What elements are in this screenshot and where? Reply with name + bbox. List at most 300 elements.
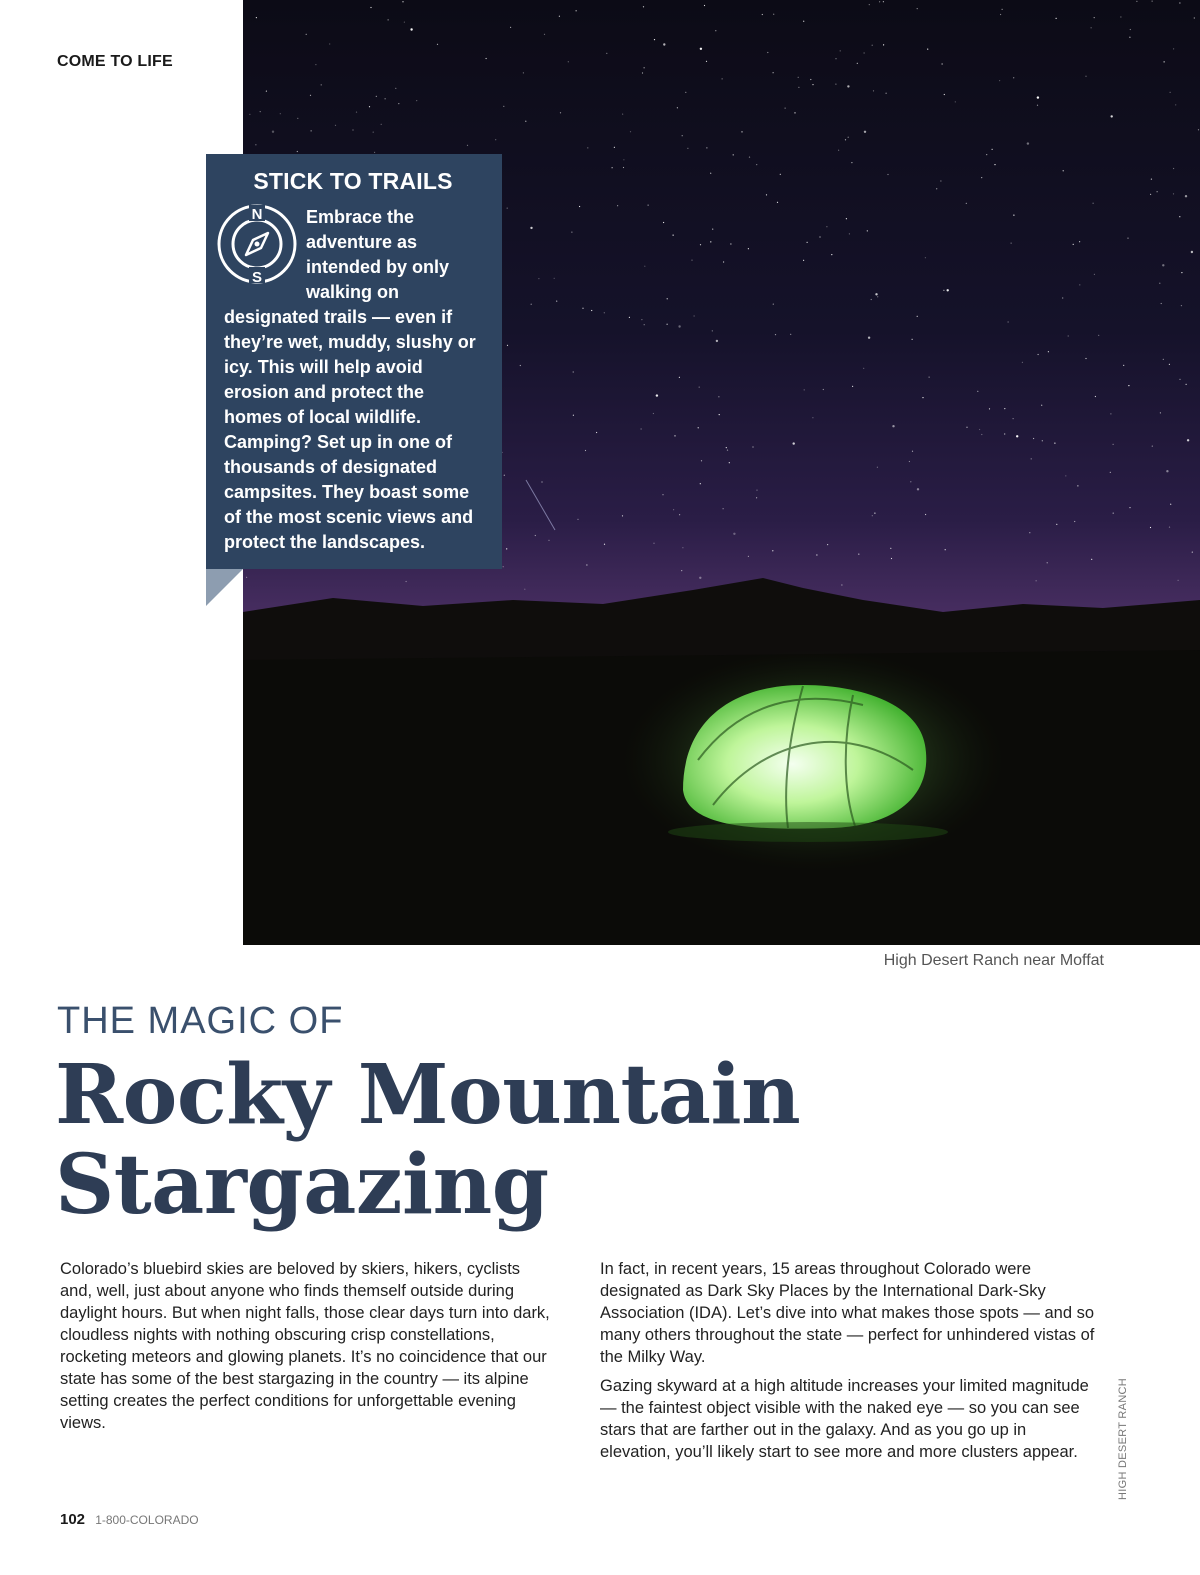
star: [272, 131, 274, 133]
section-label: COME TO LIFE: [57, 53, 173, 70]
star: [955, 101, 956, 102]
tip-box-fold: [206, 569, 243, 606]
star: [729, 462, 730, 463]
star: [604, 312, 605, 313]
star: [1091, 559, 1092, 560]
star: [841, 584, 842, 585]
star: [541, 481, 542, 482]
star: [329, 43, 330, 44]
star: [868, 337, 870, 339]
star: [922, 397, 923, 398]
star: [531, 304, 532, 305]
star: [1150, 194, 1151, 195]
star: [877, 296, 878, 297]
star: [766, 194, 767, 195]
star: [723, 508, 724, 509]
star: [1077, 485, 1078, 486]
star: [1129, 37, 1130, 38]
star: [756, 490, 757, 491]
star: [385, 98, 386, 99]
star: [1074, 521, 1075, 522]
star: [1056, 524, 1057, 525]
star: [1013, 418, 1014, 419]
star: [310, 95, 311, 96]
star: [871, 299, 872, 300]
star: [1136, 1, 1137, 2]
compass-icon: [216, 203, 298, 285]
star: [662, 494, 663, 495]
star: [909, 461, 910, 462]
star: [503, 566, 504, 567]
star: [402, 1, 403, 2]
star: [807, 242, 808, 243]
star: [530, 227, 532, 229]
star: [467, 145, 468, 146]
article-kicker: THE MAGIC OF: [57, 1000, 344, 1042]
tip-box-title: STICK TO TRAILS: [253, 168, 453, 194]
star: [773, 72, 774, 73]
photo-credit: HIGH DESERT RANCH: [1117, 1377, 1129, 1500]
star: [1129, 507, 1130, 508]
article-paragraph: In fact, in recent years, 15 areas throughout Colorado were designated as Dark Sky Places by the International Dark-Sky Association (IDA). Let’s dive into what makes those spots — and so many others throughout the state — perfect for unhindered vistas of the Milky Way.: [600, 1260, 1095, 1366]
star: [727, 450, 728, 451]
star: [297, 151, 298, 152]
star: [925, 257, 926, 258]
star: [410, 28, 412, 30]
star: [756, 497, 757, 498]
star: [887, 174, 888, 175]
star: [374, 152, 375, 153]
star: [816, 554, 817, 555]
star: [936, 188, 937, 189]
star: [1173, 193, 1174, 194]
star: [503, 106, 504, 107]
star: [673, 235, 674, 236]
star: [556, 301, 557, 302]
star: [733, 533, 735, 535]
star: [1128, 385, 1129, 386]
star: [706, 147, 707, 148]
star: [1094, 17, 1095, 18]
star: [1163, 359, 1164, 360]
star: [376, 96, 377, 97]
star: [1056, 18, 1057, 19]
star: [369, 106, 370, 107]
star: [699, 387, 700, 388]
star: [1170, 504, 1171, 505]
star: [559, 16, 560, 17]
star: [723, 261, 724, 262]
star: [560, 112, 561, 113]
star: [506, 548, 507, 549]
star: [925, 514, 926, 515]
star: [486, 58, 487, 59]
star: [1179, 379, 1180, 380]
star: [1130, 29, 1131, 30]
article-paragraph: Gazing skyward at a high altitude increases your limited magnitude — the faintest object visible with the naked eye — so you can see stars that are farther out in the galaxy. And as you go up in elevation, you’ll likely start to see more and more clusters appear.: [600, 1377, 1089, 1461]
star: [641, 319, 642, 320]
star: [1085, 76, 1086, 77]
star: [715, 30, 716, 31]
star: [406, 581, 407, 582]
star: [773, 14, 774, 15]
star: [648, 205, 649, 206]
star: [710, 241, 711, 242]
star: [1123, 365, 1124, 366]
star: [246, 577, 247, 578]
star: [266, 91, 267, 92]
star: [1186, 384, 1187, 385]
star: [749, 157, 750, 158]
star: [886, 93, 887, 94]
star: [1085, 358, 1086, 359]
star: [1162, 264, 1164, 266]
star: [663, 43, 665, 45]
star: [1068, 335, 1069, 336]
star: [803, 21, 804, 22]
star: [1110, 413, 1111, 414]
star: [1008, 321, 1009, 322]
star: [656, 394, 658, 396]
star: [1181, 305, 1182, 306]
star: [826, 226, 827, 227]
star: [606, 53, 607, 54]
star: [388, 19, 389, 20]
star: [1160, 412, 1161, 413]
star: [775, 334, 776, 335]
star: [767, 52, 768, 53]
star: [591, 310, 592, 311]
star: [858, 554, 859, 555]
star: [1127, 238, 1128, 239]
star: [712, 330, 713, 331]
star: [681, 570, 682, 571]
star: [1166, 470, 1168, 472]
tip-box-body: Embrace the adventure as intended by only walking on designated trails — even if they’re wet, muddy, slushy or icy. This will help avoid erosion and protect the homes of local wildlife. Camping? Set up in one of thousands of designated campsites. They boast some of the most scenic views and protect the landscapes.: [224, 207, 476, 552]
star: [1187, 439, 1189, 441]
star: [667, 298, 668, 299]
star: [524, 589, 525, 590]
star: [520, 365, 521, 366]
star: [579, 206, 580, 207]
star: [772, 550, 773, 551]
star: [373, 132, 374, 133]
page-number: 102: [60, 1511, 86, 1528]
star: [1169, 527, 1170, 528]
star: [306, 34, 307, 35]
star: [845, 139, 846, 140]
star: [748, 248, 749, 249]
star: [851, 162, 852, 163]
star: [867, 230, 868, 231]
star: [879, 1, 880, 2]
star: [538, 278, 539, 279]
star: [654, 39, 655, 40]
star: [1029, 532, 1030, 533]
star: [1194, 17, 1195, 18]
star: [827, 544, 828, 545]
star: [812, 84, 813, 85]
star: [756, 164, 757, 165]
star: [748, 556, 749, 557]
star: [535, 535, 536, 536]
star: [576, 10, 577, 11]
star: [255, 144, 256, 145]
page-footer: [60, 1511, 199, 1528]
star: [679, 377, 680, 378]
star: [352, 129, 353, 130]
star: [260, 111, 261, 112]
star: [623, 159, 624, 160]
star: [917, 8, 918, 9]
star: [612, 167, 613, 168]
star: [794, 112, 795, 113]
star: [835, 58, 836, 59]
star: [947, 289, 949, 291]
star: [1179, 2, 1180, 3]
star: [981, 434, 982, 435]
star: [1016, 435, 1018, 437]
star: [582, 308, 583, 309]
star: [677, 107, 678, 108]
star: [644, 266, 645, 267]
star: [917, 488, 919, 490]
star: [356, 112, 357, 113]
star: [864, 52, 865, 53]
star: [1179, 216, 1180, 217]
star: [722, 78, 723, 79]
star: [698, 427, 699, 428]
star: [622, 515, 623, 516]
star: [653, 413, 654, 414]
star: [710, 173, 711, 174]
star: [404, 22, 405, 23]
star: [622, 114, 623, 115]
star: [1113, 513, 1114, 514]
star: [872, 45, 873, 46]
star: [773, 304, 774, 305]
star: [700, 244, 701, 245]
star: [596, 432, 597, 433]
star: [798, 87, 799, 88]
star: [629, 317, 630, 318]
star: [315, 64, 316, 65]
star: [835, 84, 836, 85]
star: [752, 446, 753, 447]
star: [381, 124, 382, 125]
star: [604, 544, 605, 545]
star: [1041, 405, 1042, 406]
star: [716, 340, 718, 342]
star: [1111, 115, 1113, 117]
star: [929, 377, 930, 378]
star: [718, 396, 719, 397]
star: [704, 5, 705, 6]
star: [507, 345, 508, 346]
star: [780, 174, 781, 175]
star: [587, 147, 588, 148]
star: [777, 202, 778, 203]
star: [1110, 472, 1111, 473]
star: [335, 125, 336, 126]
star: [790, 334, 791, 335]
star: [1022, 362, 1023, 363]
star: [1048, 351, 1049, 352]
footer-phone: 1-800-COLORADO: [95, 1513, 199, 1527]
star: [1027, 142, 1029, 144]
star: [917, 316, 918, 317]
star: [849, 233, 850, 234]
star: [943, 290, 944, 291]
star: [586, 564, 587, 565]
headline-line-2: Stargazing: [55, 1137, 549, 1233]
star: [847, 85, 849, 87]
star: [700, 48, 702, 50]
star: [785, 108, 786, 109]
star: [678, 325, 680, 327]
article-headline: [55, 1047, 955, 1233]
star: [846, 218, 847, 219]
star: [992, 149, 993, 150]
star: [864, 131, 866, 133]
star: [1033, 438, 1034, 439]
star: [912, 451, 913, 452]
star: [979, 429, 980, 430]
star: [1173, 48, 1174, 49]
article-paragraph: Colorado’s bluebird skies are beloved by skiers, hikers, cyclists and, well, just about anyone who finds themself outside during daylight hours. But when night falls, those clear days turn into dark, cloudless nights with nothing obscuring crisp constellations, rocketing meteors and glowing planets. It’s no coincidence that our state has some of the best stargazing in the country — its alpine setting creates the perfect conditions for unforgettable evening views.: [60, 1260, 550, 1432]
star: [1185, 195, 1187, 197]
star: [804, 389, 805, 390]
star: [1013, 215, 1014, 216]
star: [1095, 396, 1096, 397]
star: [1191, 251, 1193, 253]
star: [1079, 284, 1080, 285]
star: [321, 84, 322, 85]
star: [726, 447, 727, 448]
star: [994, 164, 995, 165]
star: [577, 519, 578, 520]
star: [803, 260, 804, 261]
star: [1098, 335, 1099, 336]
star: [370, 7, 371, 8]
star: [874, 513, 875, 514]
star: [1175, 104, 1176, 105]
star: [1036, 580, 1037, 581]
star: [1164, 61, 1165, 62]
star: [831, 254, 832, 255]
star: [730, 243, 731, 244]
star: [1091, 27, 1092, 28]
star: [674, 435, 675, 436]
star: [701, 460, 702, 461]
star: [525, 121, 526, 122]
star: [1151, 179, 1152, 180]
star: [989, 408, 990, 409]
headline-line-1: Rocky Mountain: [55, 1047, 801, 1143]
star: [507, 208, 508, 209]
star: [840, 50, 841, 51]
star: [986, 154, 987, 155]
star: [1150, 527, 1151, 528]
star: [673, 509, 674, 510]
star: [798, 77, 799, 78]
star: [1004, 408, 1005, 409]
star: [663, 222, 664, 223]
star: [548, 540, 549, 541]
star: [1198, 129, 1199, 130]
star: [1063, 170, 1064, 171]
star: [883, 44, 884, 45]
compass-north-letter: N: [251, 206, 263, 223]
star: [869, 4, 870, 5]
star: [977, 391, 978, 392]
star: [1159, 283, 1160, 284]
star: [1037, 96, 1039, 98]
star: [719, 414, 720, 415]
star: [682, 547, 683, 548]
star: [852, 386, 853, 387]
star: [819, 236, 820, 237]
star: [691, 260, 692, 261]
star: [910, 481, 911, 482]
star: [1173, 168, 1174, 169]
star: [1170, 92, 1171, 93]
star: [641, 428, 642, 429]
star: [872, 515, 873, 516]
star: [1011, 243, 1012, 244]
star: [1002, 9, 1003, 10]
star: [1031, 458, 1032, 459]
star: [875, 293, 877, 295]
star: [249, 114, 250, 115]
star: [966, 203, 967, 204]
star: [395, 88, 396, 89]
star: [699, 577, 701, 579]
star: [504, 475, 505, 476]
star: [544, 34, 545, 35]
star: [1094, 274, 1095, 275]
star: [510, 27, 511, 28]
star: [741, 131, 742, 132]
star: [585, 450, 586, 451]
star: [1054, 443, 1055, 444]
star: [762, 14, 763, 15]
star: [966, 427, 967, 428]
star: [1013, 77, 1014, 78]
star: [653, 543, 654, 544]
star: [643, 6, 644, 7]
compass-south-letter: S: [251, 269, 263, 285]
star: [1062, 297, 1063, 298]
star: [712, 229, 713, 230]
star: [1093, 203, 1094, 204]
star: [812, 417, 813, 418]
star: [1161, 303, 1162, 304]
star: [682, 135, 683, 136]
star: [687, 148, 688, 149]
star: [1178, 580, 1179, 581]
star: [623, 167, 624, 168]
star: [848, 137, 849, 138]
star: [1152, 1, 1153, 2]
star: [793, 442, 795, 444]
star: [644, 324, 645, 325]
star: [873, 90, 874, 91]
star: [1037, 105, 1038, 106]
star: [1152, 446, 1153, 447]
star: [256, 17, 257, 18]
star: [890, 548, 891, 549]
